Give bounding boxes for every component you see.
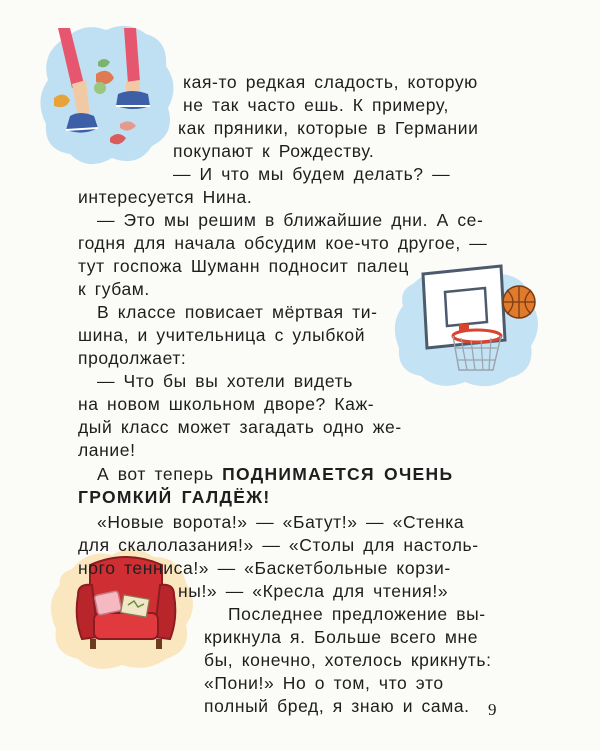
text-line: на новом школьном дворе? Каж- bbox=[78, 394, 375, 414]
shout-line bbox=[97, 464, 453, 484]
text-line: интересуется Нина. bbox=[78, 187, 253, 207]
text-line: тут госпожа Шуманн подносит палец bbox=[78, 256, 409, 276]
text-line: «Пони!» Но о том, что это bbox=[204, 673, 444, 693]
text-line: ны!» — «Кресла для чтения!» bbox=[178, 581, 449, 601]
text-line: бы, конечно, хотелось крикнуть: bbox=[204, 650, 492, 670]
text-line: шина, и учительница с улыбкой bbox=[78, 325, 366, 345]
shout-caps-line: ГРОМКИЙ ГАЛДЁЖ! bbox=[78, 487, 271, 507]
text-line: для скалолазания!» — «Столы для настоль- bbox=[78, 535, 479, 555]
shout-prefix: А вот теперь bbox=[97, 464, 223, 484]
text-line: как пряники, которые в Германии bbox=[178, 118, 479, 138]
text-line: ного тенниса!» — «Баскетбольные корзи- bbox=[78, 558, 451, 578]
text-line: — Что бы вы хотели видеть bbox=[97, 371, 353, 391]
text-line: кая-то редкая сладость, которую bbox=[183, 72, 478, 92]
text-line: крикнула я. Больше всего мне bbox=[204, 627, 479, 647]
text-line: годня для начала обсудим кое-что другое, — bbox=[78, 233, 488, 253]
text-line: — И что мы будем делать? — bbox=[173, 164, 451, 184]
text-line: В классе повисает мёртвая ти- bbox=[97, 302, 378, 322]
text-line: покупают к Рождеству. bbox=[173, 141, 375, 161]
text-line: не так часто ешь. К примеру, bbox=[183, 95, 449, 115]
basketball-hoop-illustration bbox=[393, 262, 543, 387]
basketball-icon bbox=[503, 286, 535, 318]
text-line: «Новые ворота!» — «Батут!» — «Стенка bbox=[97, 512, 465, 532]
text-line: к губам. bbox=[78, 279, 150, 299]
climbing-wall-illustration bbox=[40, 24, 180, 166]
text-line: продолжает: bbox=[78, 348, 187, 368]
text-line: Последнее предложение вы- bbox=[228, 604, 486, 624]
text-line: полный бред, я знаю и сама. bbox=[204, 696, 470, 716]
text-line: дый класс может загадать одно же- bbox=[78, 417, 402, 437]
text-line: — Это мы решим в ближайшие дни. А се- bbox=[97, 210, 484, 230]
page-number: 9 bbox=[488, 700, 497, 719]
shout-caps: ПОДНИМАЕТСЯ ОЧЕНЬ bbox=[222, 464, 454, 484]
text-line: лание! bbox=[78, 440, 136, 460]
